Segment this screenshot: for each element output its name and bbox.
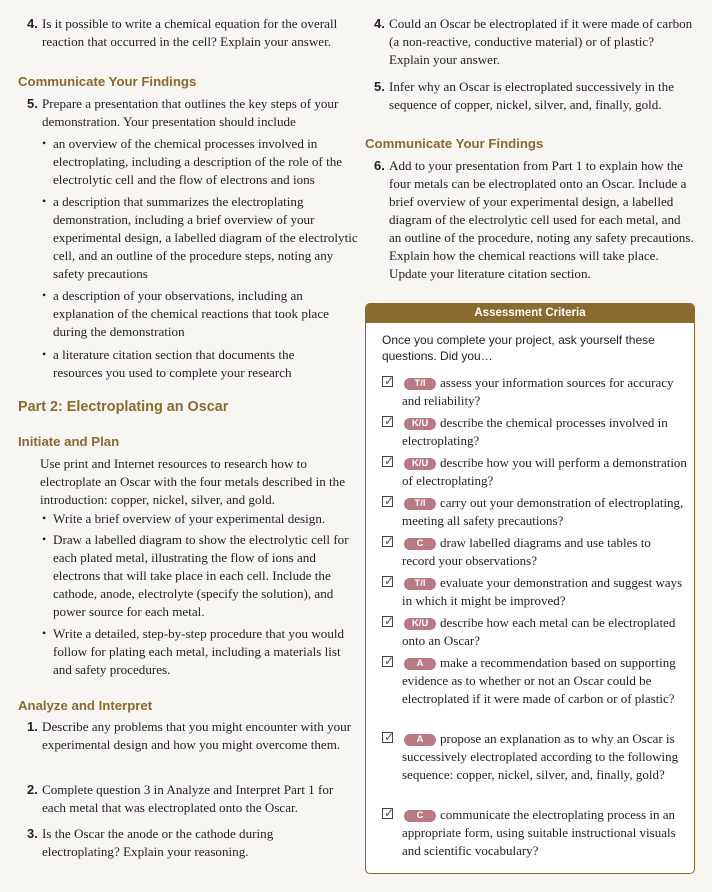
checkbox[interactable] bbox=[382, 732, 393, 743]
bullet-marker: • bbox=[42, 288, 47, 302]
question-number: 4. bbox=[27, 16, 38, 31]
bullet-marker: • bbox=[42, 347, 47, 361]
category-badge: T/I bbox=[404, 378, 436, 390]
category-badge: T/I bbox=[404, 498, 436, 510]
category-badge: C bbox=[404, 810, 436, 822]
analyze-question: Complete question 3 in Analyze and Interpret Part 1 for each metal that was electroplated onto the Oscar. bbox=[42, 782, 334, 815]
category-badge: T/I bbox=[404, 578, 436, 590]
checkbox[interactable] bbox=[382, 496, 393, 507]
analyze-question: Describe any problems that you might encounter with your experimental design and how you might overcome them. bbox=[42, 719, 352, 752]
checkmark-icon: ✓ bbox=[384, 806, 395, 820]
checkmark-icon: ✓ bbox=[384, 454, 395, 468]
criterion-text: propose an explanation as to why an Oscar is successively electroplated according to the following sequence: copper, nickel, silver, and, finally, gold? bbox=[402, 731, 679, 782]
question-number: 6. bbox=[374, 158, 385, 173]
checkbox[interactable] bbox=[382, 808, 393, 819]
category-badge: K/U bbox=[404, 458, 436, 470]
assessment-criteria-box bbox=[365, 303, 695, 874]
category-badge: C bbox=[404, 538, 436, 550]
checkmark-icon: ✓ bbox=[384, 730, 395, 744]
question-number: 3. bbox=[27, 826, 38, 841]
q5-bullet: a literature citation section that documents the resources you used to complete your research bbox=[53, 347, 295, 380]
checkbox[interactable] bbox=[382, 416, 393, 427]
checkmark-icon: ✓ bbox=[384, 374, 395, 388]
checkmark-icon: ✓ bbox=[384, 414, 395, 428]
criterion-text: make a recommendation based on supporting evidence as to whether or not an Oscar could be electroplated if it were made of carbon or of plastic? bbox=[402, 655, 676, 706]
criterion-text: describe the chemical processes involved in electroplating? bbox=[402, 415, 668, 448]
analyze-question: Is the Oscar the anode or the cathode during electroplating? Explain your reasoning. bbox=[42, 826, 274, 859]
criterion-text: draw labelled diagrams and use tables to record your observations? bbox=[402, 535, 651, 568]
criterion-text: describe how you will perform a demonstration of electroplating? bbox=[402, 455, 687, 488]
q5-bullet: an overview of the chemical processes involved in electroplating, including a description of the role of the electrolytic cell and the flow of electrons and ions bbox=[53, 136, 343, 187]
question-number: 5. bbox=[374, 79, 385, 94]
question-5-right-text: Infer why an Oscar is electroplated successively in the sequence of copper, nickel, silver, and, finally, gold. bbox=[389, 79, 675, 112]
question-number: 5. bbox=[27, 96, 38, 111]
analyze-interpret-heading: Analyze and Interpret bbox=[18, 698, 153, 713]
part-2-heading: Part 2: Electroplating an Oscar bbox=[18, 399, 229, 415]
checkbox[interactable] bbox=[382, 576, 393, 587]
question-number: 1. bbox=[27, 719, 38, 734]
communicate-heading: Communicate Your Findings bbox=[365, 136, 544, 151]
bullet-marker: • bbox=[42, 511, 47, 525]
question-6-text: Add to your presentation from Part 1 to explain how the four metals can be electroplated onto an Oscar. Include a brief overview of your experimental design, a labelled diagram of the electrolytic cell used for each metal, and an outline of the procedure, noting any safety precautions. Explain how the chemical reactions will take place. Update your literature citation section. bbox=[389, 158, 694, 281]
category-badge: K/U bbox=[404, 618, 436, 630]
checkbox[interactable] bbox=[382, 376, 393, 387]
checkbox[interactable] bbox=[382, 656, 393, 667]
criterion-text: evaluate your demonstration and suggest ways in which it might be improved? bbox=[402, 575, 683, 608]
checkbox[interactable] bbox=[382, 536, 393, 547]
q5-bullet: a description that summarizes the electroplating demonstration, including a brief overview of your experimental design, a labelled diagram of the electrolytic cell, and an outline of the procedure steps, noting any safety precautions bbox=[53, 194, 358, 281]
left-column bbox=[18, 0, 358, 892]
question-4-text: Is it possible to write a chemical equation for the overall reaction that occurred in the cell? Explain your answer. bbox=[42, 16, 338, 49]
category-badge: A bbox=[404, 658, 436, 670]
communicate-heading: Communicate Your Findings bbox=[18, 74, 197, 89]
initiate-bullet: Draw a labelled diagram to show the electrolytic cell for each plated metal, illustrating the flow of ions and electrons that will take place in each cell. Include the cathode, anode, electrolyte (specify the solution), and power source for each metal. bbox=[53, 532, 349, 619]
bullet-marker: • bbox=[42, 136, 47, 150]
bullet-marker: • bbox=[42, 532, 47, 546]
right-column bbox=[365, 0, 698, 300]
initiate-bullet: Write a detailed, step-by-step procedure that you would follow for plating each metal, including a materials list and safety procedures. bbox=[53, 626, 345, 677]
bullet-marker: • bbox=[42, 194, 47, 208]
question-number: 4. bbox=[374, 16, 385, 31]
checkmark-icon: ✓ bbox=[384, 654, 395, 668]
checkmark-icon: ✓ bbox=[384, 494, 395, 508]
category-badge: K/U bbox=[404, 418, 436, 430]
assessment-intro: Once you complete your project, ask yourself these questions. Did you… bbox=[382, 333, 655, 363]
assessment-title: Assessment Criteria bbox=[366, 304, 694, 323]
q5-bullet: a description of your observations, including an explanation of the chemical reactions that took place during the demonstration bbox=[53, 288, 329, 339]
bullet-marker: • bbox=[42, 626, 47, 640]
criterion-text: carry out your demonstration of electroplating, meeting all safety precautions? bbox=[402, 495, 684, 528]
question-5-text: Prepare a presentation that outlines the key steps of your demonstration. Your presentation should include bbox=[42, 96, 339, 129]
criterion-text: communicate the electroplating process in an appropriate form, using suitable instructional visuals and scientific vocabulary? bbox=[402, 807, 676, 858]
question-number: 2. bbox=[27, 782, 38, 797]
checkmark-icon: ✓ bbox=[384, 534, 395, 548]
checkmark-icon: ✓ bbox=[384, 614, 395, 628]
checkbox[interactable] bbox=[382, 616, 393, 627]
category-badge: A bbox=[404, 734, 436, 746]
criterion-text: assess your information sources for accuracy and reliability? bbox=[402, 375, 674, 408]
question-4-right-text: Could an Oscar be electroplated if it were made of carbon (a non-reactive, conductive material) or of plastic? Explain your answer. bbox=[389, 16, 693, 67]
initiate-intro-text: Use print and Internet resources to research how to electroplate an Oscar with the four metals described in the introduction: copper, nickel, silver, and gold. bbox=[40, 456, 346, 507]
checkbox[interactable] bbox=[382, 456, 393, 467]
initiate-plan-heading: Initiate and Plan bbox=[18, 434, 120, 449]
initiate-bullet: Write a brief overview of your experimental design. bbox=[53, 511, 326, 526]
checkmark-icon: ✓ bbox=[384, 574, 395, 588]
criterion-text: describe how each metal can be electroplated onto an Oscar? bbox=[402, 615, 676, 648]
